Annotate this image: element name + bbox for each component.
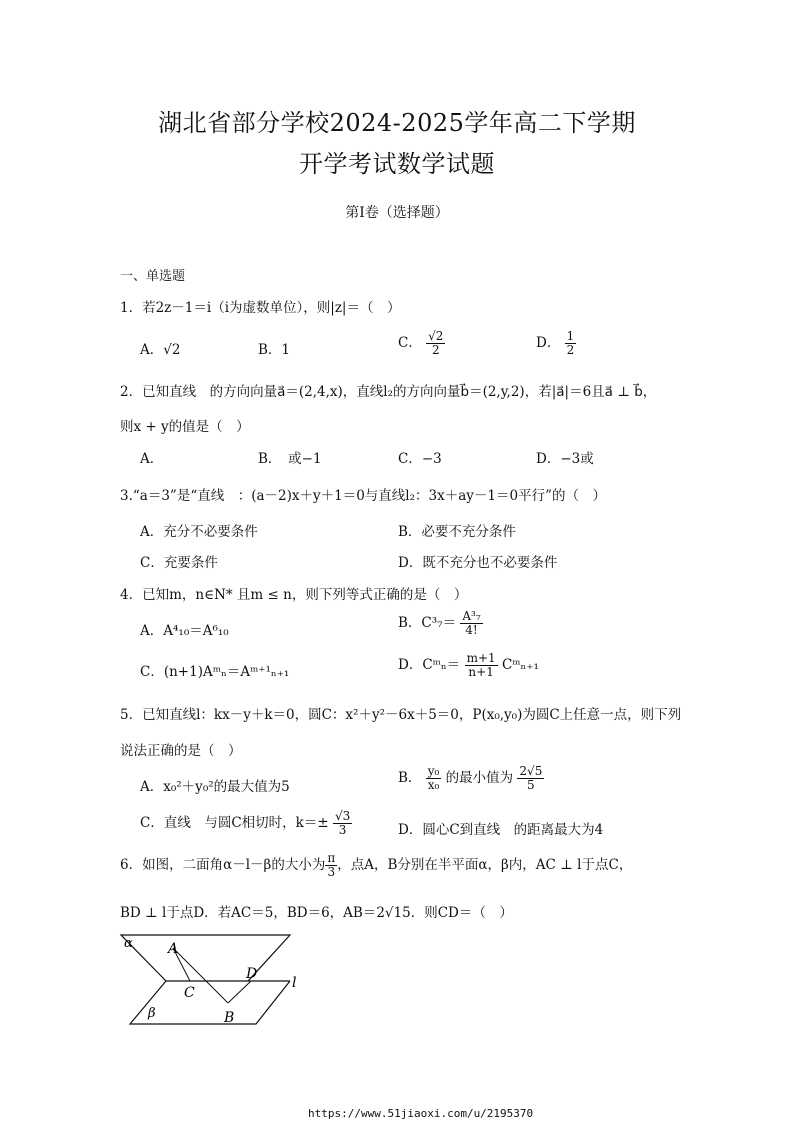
q1-option-c-label: C． [398,335,422,351]
footer-url[interactable]: https://www.51jiaoxi.com/u/2195370 [308,1107,534,1120]
q5-option-c [140,810,352,837]
q1-option-d [536,330,576,357]
q5-option-b-fraction2 [517,765,544,792]
q6-stem-line1 [120,852,632,879]
q2-stem-line2: 则x + y的值是（ ） [120,419,250,435]
q5-option-d: D．圆心C到直线 的距离最大为4 [398,822,604,838]
q3-stem: 3.“a＝3”是“直线 ：(a－2)x＋y＋1＝0与直线l₂：3x＋ay－1＝0平行”的（ ） [120,488,606,504]
q4-option-b-fraction [460,610,482,637]
q5-stem-line1: 5．已知直线l：kx－y＋k＝0，圆C：x²＋y²－6x＋5＝0，P(x₀,y₀)为圆C上任意一点，则下列 [120,707,682,723]
q4-option-d-label: D．Cᵐₙ＝ [398,657,461,673]
label-l: l [292,975,297,991]
q6-angle-fraction [325,852,337,879]
q5-b-den2: 5 [527,778,535,792]
q5-option-c-fraction [333,810,352,837]
label-b: B [224,1010,235,1026]
q2-option-a: A． [140,451,164,467]
q5-option-b-label: B． [398,770,422,786]
q5-b-num: y₀ [427,764,440,778]
q1-option-c-fraction [426,330,445,357]
paper-title-line2: 开学考试数学试题 [299,150,495,178]
q1-option-d-label: D． [536,335,561,351]
q2-stem-line1: 2．已知直线 的方向向量a⃗＝(2,4,x)，直线l₂的方向向量b⃗＝(2,y,2)，若|a⃗|＝6且a⃗ ⊥ b⃗， [120,384,657,400]
q4-d-num: m+1 [466,651,496,665]
q4-option-d [398,652,539,679]
q6-angle-num: π [327,851,336,865]
q5-b-den: x₀ [427,778,440,792]
label-a: A [168,941,179,957]
q5-b-num2: 2√5 [519,764,543,778]
q5-option-b [398,765,544,792]
q4-d-den: n+1 [468,665,494,679]
q1-d-den: 2 [566,343,575,357]
q1-d-num: 1 [566,329,575,343]
q5-option-a: A．x₀²＋y₀²的最大值为5 [140,779,290,795]
q3-option-d: D．既不充分也不必要条件 [398,555,558,571]
q6-stem-part-a: 6．如图，二面角α－l－β的大小为 [120,857,326,873]
q3-option-c: C．充要条件 [140,555,218,571]
q6-stem-part-b: ，点A，B分别在半平面α，β内，AC ⊥ l于点C， [337,857,633,873]
q1-option-b: B．1 [258,342,291,358]
q3-option-b: B．必要不充分条件 [398,524,516,540]
q2-option-d: D．−3或 [536,451,594,467]
q2-option-c: C．−3 [398,451,442,467]
q4-option-c: C．(n+1)Aᵐₙ＝Aᵐ⁺¹ₙ₊₁ [140,664,290,680]
q4-option-d-tail: Cᵐₙ₊₁ [501,657,539,673]
q5-option-b-mid: 的最小值为 [445,770,514,786]
dihedral-angle-figure [118,930,308,1030]
q1-c-den: 2 [431,343,440,357]
volume-label: 第Ⅰ卷（选择题） [345,205,449,221]
q1-option-a: A．√2 [140,342,181,358]
q6-angle-den: 3 [327,865,336,879]
q5-option-b-fraction [426,765,442,792]
q6-stem-line2: BD ⊥ l于点D．若AC＝5，BD＝6，AB＝2√15．则CD＝（ ） [120,905,513,921]
segment-ab [173,948,228,1003]
q4-option-b [398,610,483,637]
q5-c-den: 3 [338,823,347,837]
section-heading: 一、单选题 [120,269,186,284]
q1-stem: 1．若2z－1＝i（i为虚数单位），则|z|＝（ ） [120,300,401,316]
q5-option-c-label: C．直线 与圆C相切时，k＝± [140,815,329,831]
paper-title-line1: 湖北省部分学校2024-2025学年高二下学期 [158,109,636,137]
q5-stem-line2: 说法正确的是（ ） [120,743,242,759]
plane-alpha-outline [121,935,290,981]
segment-bd [228,981,251,1003]
q4-b-num: A³₇ [462,609,481,623]
q4-stem: 4．已知m，n∈N* 且m ≤ n，则下列等式正确的是（ ） [120,587,468,603]
q4-option-b-label: B．C³₇＝ [398,615,457,631]
q1-c-num: √2 [428,329,444,343]
q1-option-d-fraction [565,330,577,357]
q4-b-den: 4! [465,623,478,637]
q4-option-d-fraction [465,652,498,679]
label-d: D [246,966,258,982]
q2-option-b: B． 或−1 [258,451,322,467]
q5-c-num: √3 [334,809,351,823]
label-beta: β [148,1006,156,1021]
q3-option-a: A．充分不必要条件 [140,524,258,540]
label-alpha: α [124,936,133,951]
q4-option-a: A．A⁴₁₀＝A⁶₁₀ [140,623,229,639]
label-c: C [184,985,195,1001]
q1-option-c [398,330,445,357]
